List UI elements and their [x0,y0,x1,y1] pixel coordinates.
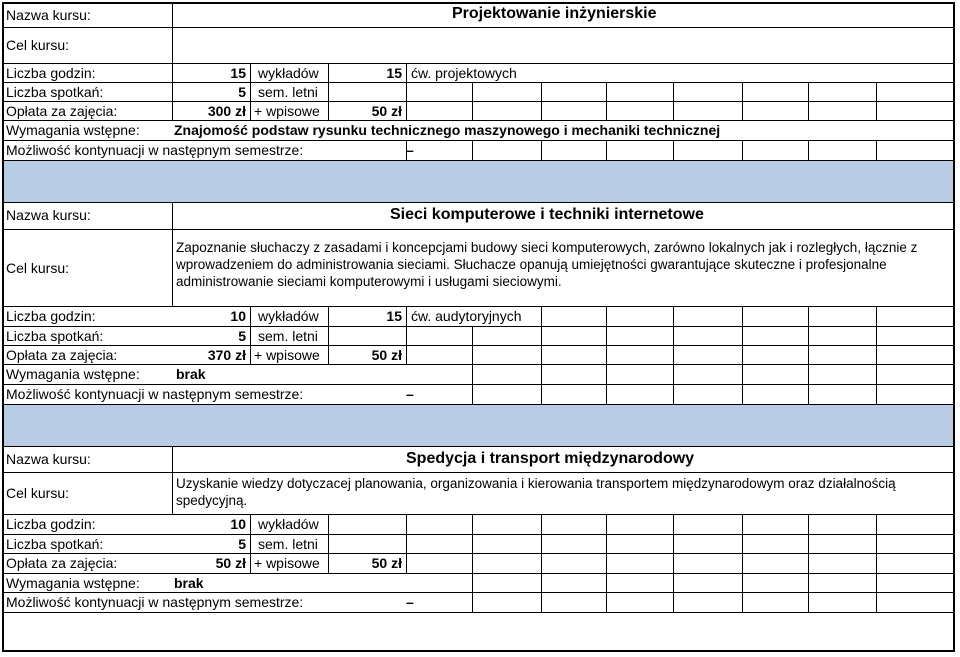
course-goal: Zapoznanie słuchaczy z zasadami i koncepcjami budowy sieci komputerowych, zarówno lokalnych jak i rozległych, łącznie z wprowadzeniem do administrowania sieciami. Słuchacze opanują umiejętności gwarantujące skuteczne i profesjonalne administrowanie sieciami komputerowymi i usługami sieciowymi. [176,240,918,289]
course-goal: Uzyskanie wiedzy dotyczacej planowania, organizowania i kierowania transportem międzynarodowym oraz działalnością spedycyjną. [176,476,896,508]
meetings-count: 5 [238,328,246,344]
fee-label: Opłata za zajęcia: [6,347,118,363]
requirements-label: Wymagania wstępne: [6,122,140,138]
course-goal-label: Cel kursu: [6,260,70,276]
requirements-value: Znajomość podstaw rysunku technicznego maszynowego i mechaniki technicznej [174,122,721,138]
course-goal-label: Cel kursu: [6,37,70,53]
course-table [2,2,957,654]
registration-fee-value: 50 zł [371,103,402,119]
meetings-label: Liczba spotkań: [6,84,104,100]
course-name: Sieci komputerowe i techniki internetowe [390,206,704,223]
semester-label: sem. letni [258,328,318,344]
exercise-hours: 15 [386,65,402,81]
fee-label: Opłata za zajęcia: [6,555,118,571]
fee-value: 370 zł [207,347,246,363]
registration-fee-value: 50 zł [371,555,402,571]
exercise-label: ćw. audytoryjnych [411,308,522,324]
course-name-label: Nazwa kursu: [6,7,91,23]
table-border [2,2,955,652]
semester-label: sem. letni [258,536,318,552]
exercise-hours: 15 [386,308,402,324]
exercise-label: ćw. projektowych [411,65,517,81]
lecture-hours: 10 [230,308,246,324]
meetings-count: 5 [238,84,246,100]
course-name-label: Nazwa kursu: [6,207,91,223]
course-name: Projektowanie inżynierskie [452,5,657,22]
lecture-label: wykładów [258,308,319,324]
hours-label: Liczba godzin: [6,65,96,81]
continuation-label: Możliwość kontynuacji w następnym semestrze: [6,594,304,610]
fee-label: Opłata za zajęcia: [6,103,118,119]
semester-label: sem. letni [258,84,318,100]
meetings-count: 5 [238,536,246,552]
lecture-hours: 10 [230,516,246,532]
fee-value: 50 zł [215,555,246,571]
requirements-label: Wymagania wstępne: [6,366,140,382]
fee-value: 300 zł [207,103,246,119]
meetings-label: Liczba spotkań: [6,328,104,344]
lecture-hours: 15 [230,65,246,81]
requirements-value: brak [176,366,206,382]
course-name-label: Nazwa kursu: [6,451,91,467]
continuation-label: Możliwość kontynuacji w następnym semestrze: [6,142,304,158]
hours-label: Liczba godzin: [6,516,96,532]
course-goal-label: Cel kursu: [6,485,70,501]
meetings-label: Liczba spotkań: [6,536,104,552]
lecture-label: wykładów [258,65,319,81]
course-name: Spedycja i transport międzynarodowy [406,450,695,467]
continuation-label: Możliwość kontynuacji w następnym semestrze: [6,386,304,402]
hours-label: Liczba godzin: [6,308,96,324]
continuation-value: – [406,142,414,158]
registration-fee-value: 50 zł [371,347,402,363]
continuation-value: – [406,594,414,610]
registration-fee-label: + wpisowe [254,555,320,571]
registration-fee-label: + wpisowe [254,103,320,119]
requirements-value: brak [174,575,204,591]
requirements-label: Wymagania wstępne: [6,575,140,591]
lecture-label: wykładów [258,516,319,532]
registration-fee-label: + wpisowe [254,347,320,363]
continuation-value: – [406,386,414,402]
